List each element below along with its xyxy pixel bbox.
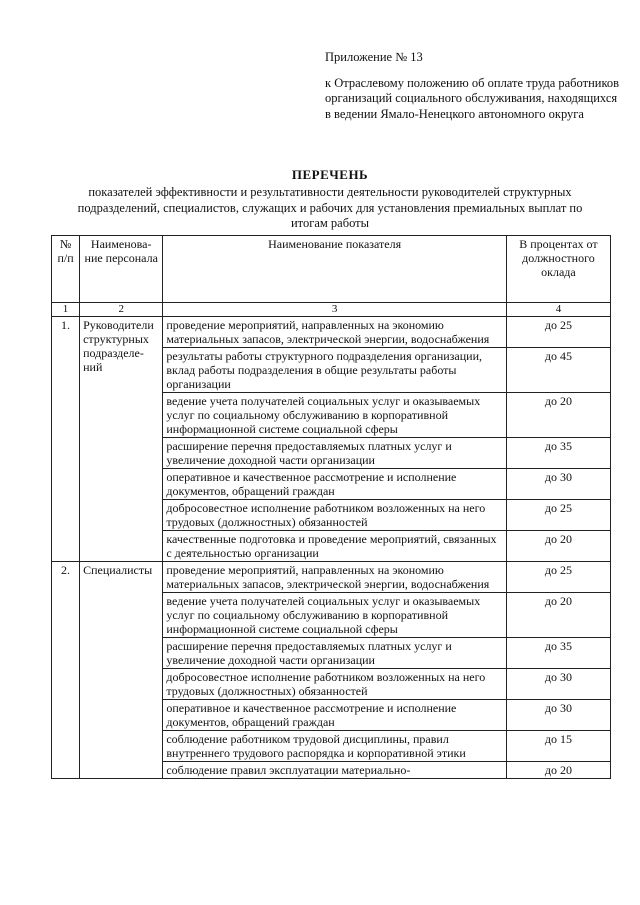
indicator-cell: ведение учета получателей социальных услуг и оказываемых услуг по социальному обслуживанию в корпоративной информационной системе социальной сферы bbox=[163, 593, 507, 638]
percent-cell: до 20 bbox=[506, 531, 610, 562]
indicator-cell: добросовестное исполнение работником возложенных на него трудовых (должностных) обязанностей bbox=[163, 669, 507, 700]
percent-cell: до 20 bbox=[506, 762, 610, 779]
percent-cell: до 20 bbox=[506, 393, 610, 438]
group-personnel-name: Специалисты bbox=[80, 562, 163, 779]
indicator-cell: качественные подготовка и проведение мероприятий, связанных с деятельностью организации bbox=[163, 531, 507, 562]
index-cell: 1 bbox=[52, 303, 80, 317]
indicators-table bbox=[51, 235, 611, 779]
header-number: № п/п bbox=[52, 236, 80, 303]
percent-cell: до 25 bbox=[506, 500, 610, 531]
document-heading bbox=[40, 167, 620, 232]
percent-cell: до 30 bbox=[506, 469, 610, 500]
percent-cell: до 45 bbox=[506, 348, 610, 393]
percent-cell: до 25 bbox=[506, 317, 610, 348]
indicator-cell: расширение перечня предоставляемых платных услуг и увеличение доходной части организации bbox=[163, 638, 507, 669]
percent-cell: до 15 bbox=[506, 731, 610, 762]
indicator-cell: оперативное и качественное рассмотрение и исполнение документов, обращений граждан bbox=[163, 469, 507, 500]
percent-cell: до 25 bbox=[506, 562, 610, 593]
percent-cell: до 20 bbox=[506, 593, 610, 638]
percent-cell: до 35 bbox=[506, 438, 610, 469]
table-index-row bbox=[52, 303, 611, 317]
indicator-cell: проведение мероприятий, направленных на экономию материальных запасов, электрической энергии, водоснабжения bbox=[163, 562, 507, 593]
group-personnel-name: Руководители структурных подразделе-ний bbox=[80, 317, 163, 562]
indicator-cell: добросовестное исполнение работником возложенных на него трудовых (должностных) обязанностей bbox=[163, 500, 507, 531]
indicator-cell: ведение учета получателей социальных услуг и оказываемых услуг по социальному обслуживанию в корпоративной информационной системе социальной сферы bbox=[163, 393, 507, 438]
group-number: 2. bbox=[52, 562, 80, 779]
table-header-row bbox=[52, 236, 611, 303]
indicator-cell: расширение перечня предоставляемых платных услуг и увеличение доходной части организации bbox=[163, 438, 507, 469]
table-row bbox=[52, 317, 611, 348]
indicator-cell: соблюдение работником трудовой дисциплины, правил внутреннего трудового распорядка и корпоративной этики bbox=[163, 731, 507, 762]
index-cell: 3 bbox=[163, 303, 507, 317]
indicator-cell: соблюдение правил эксплуатации материально- bbox=[163, 762, 507, 779]
appendix-number: Приложение № 13 bbox=[325, 50, 423, 64]
appendix-text: к Отраслевому положению об оплате труда работников организаций социального обслуживания, находящихся в ведении Ямало-Ненецкого автономного округа bbox=[325, 75, 620, 121]
indicator-cell: результаты работы структурного подразделения организации, вклад работы подразделения в общие результаты работы организации bbox=[163, 348, 507, 393]
indicator-cell: проведение мероприятий, направленных на экономию материальных запасов, электрической энергии, водоснабжения bbox=[163, 317, 507, 348]
header-indicator: Наименование показателя bbox=[163, 236, 507, 303]
group-number: 1. bbox=[52, 317, 80, 562]
index-cell: 2 bbox=[80, 303, 163, 317]
appendix-block bbox=[325, 50, 625, 122]
header-percent: В процентах от должностного оклада bbox=[506, 236, 610, 303]
percent-cell: до 30 bbox=[506, 669, 610, 700]
table-row bbox=[52, 562, 611, 593]
percent-cell: до 30 bbox=[506, 700, 610, 731]
document-title: ПЕРЕЧЕНЬ bbox=[291, 167, 369, 182]
document-subtitle: показателей эффективности и результативности деятельности руководителей структурных подразделений, специалистов, служащих и рабочих для установления премиальных выплат по итогам работы bbox=[77, 185, 583, 230]
header-personnel: Наименова-ние персонала bbox=[80, 236, 163, 303]
percent-cell: до 35 bbox=[506, 638, 610, 669]
indicator-cell: оперативное и качественное рассмотрение и исполнение документов, обращений граждан bbox=[163, 700, 507, 731]
index-cell: 4 bbox=[506, 303, 610, 317]
